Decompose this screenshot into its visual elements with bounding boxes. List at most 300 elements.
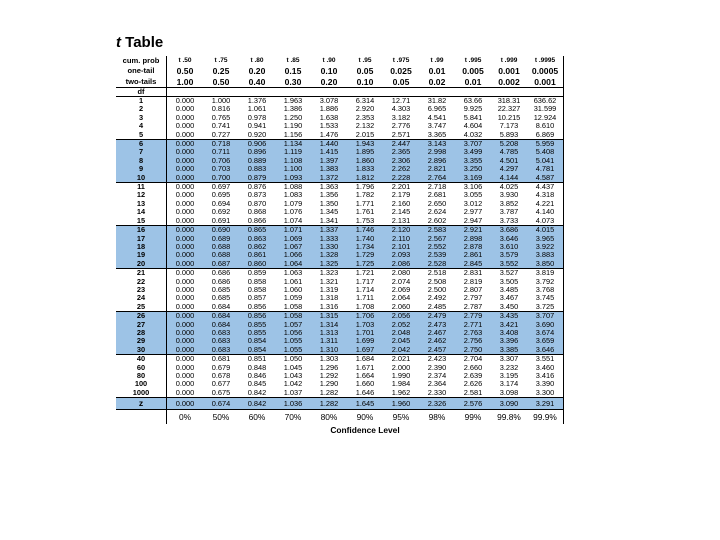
table-cell: 2.518 [427, 268, 447, 278]
table-cell: 1.060 [283, 284, 303, 294]
table-cell: 1.345 [319, 207, 339, 217]
table-cell: 4.032 [455, 131, 491, 140]
table-cell: 4.318 [527, 191, 564, 199]
table-cell: 0.855 [239, 321, 275, 329]
table-cell: 10.215 [497, 112, 521, 122]
table-cell: 12.924 [527, 114, 564, 122]
confidence-label-row [116, 424, 564, 436]
table-cell: 0.854 [239, 337, 275, 345]
cum-prob-header: t .50 [167, 56, 204, 66]
table-cell: 2.764 [419, 174, 455, 183]
confidence-value: 99.8% [491, 410, 527, 425]
table-cell: 0.842 [239, 389, 275, 398]
table-cell: 1.066 [275, 251, 311, 259]
table-cell: 3.421 [491, 321, 527, 329]
table-cell: 0.686 [211, 268, 231, 278]
one-tail-label: one-tail [127, 66, 155, 75]
table-cell: 3.182 [391, 112, 411, 122]
table-cell: 1.415 [311, 148, 347, 156]
empty-cell [116, 424, 167, 436]
df-value: 13 [136, 198, 146, 208]
table-cell: 2.132 [355, 121, 375, 131]
one-tail-header: 0.05 [356, 66, 374, 76]
table-cell: 3.646 [491, 235, 527, 243]
table-cell: 1.646 [347, 389, 383, 398]
table-cell: 5.893 [491, 131, 527, 140]
table-cell: 1.063 [283, 268, 303, 278]
table-cell: 1.761 [355, 207, 375, 217]
table-cell: 1.037 [275, 389, 311, 398]
table-cell: 1.363 [319, 182, 339, 192]
z-row [116, 398, 564, 410]
table-cell: 1.313 [311, 329, 347, 337]
table-cell: 0.000 [167, 183, 204, 192]
table-cell: 0.896 [239, 148, 275, 156]
df-value: 40 [136, 354, 146, 364]
table-cell: 0.000 [167, 174, 204, 183]
table-cell: 3.169 [455, 174, 491, 183]
df-value: 23 [136, 284, 146, 294]
table-cell: 1.055 [275, 337, 311, 345]
table-cell: 3.725 [527, 303, 564, 312]
table-cell: 3.579 [491, 251, 527, 259]
table-cell: 1.699 [347, 337, 383, 345]
table-cell: 1.638 [319, 112, 339, 122]
table-cell: 0.000 [167, 148, 204, 156]
table-cell: 1.318 [319, 293, 339, 303]
df-value: 24 [136, 293, 146, 303]
table-cell: 0.000 [167, 243, 204, 251]
table-cell: 2.423 [427, 354, 447, 364]
cum-prob-header: t .9995 [527, 56, 564, 66]
table-cell: 2.787 [455, 303, 491, 312]
table-cell: 1.311 [311, 337, 347, 345]
table-cell: 1.108 [275, 157, 311, 165]
table-cell: 6.869 [527, 131, 564, 140]
table-cell: 0.677 [211, 379, 231, 389]
table-cell: 4.073 [527, 217, 564, 226]
table-cell: 0.860 [239, 260, 275, 269]
cum-prob-header: t .995 [464, 57, 482, 64]
table-cell: 2.977 [463, 207, 483, 217]
table-cell: 1.963 [283, 96, 303, 105]
table-cell: 3.012 [463, 198, 483, 208]
two-tails-label: two-tails [116, 77, 167, 88]
table-cell: 0.684 [203, 321, 239, 329]
table-cell: 4.437 [527, 183, 564, 192]
table-cell: 2.779 [455, 312, 491, 321]
df-value: 27 [116, 321, 167, 329]
df-value: 26 [116, 312, 167, 321]
table-cell: 0.978 [247, 112, 267, 122]
table-cell: 2.080 [391, 268, 411, 278]
table-cell: 1.729 [347, 251, 383, 259]
table-cell: 3.467 [499, 293, 519, 303]
table-cell: 1.711 [356, 293, 374, 303]
df-value: 100 [134, 379, 148, 389]
table-cell: 1.190 [283, 121, 303, 131]
two-tails-header: 0.50 [203, 77, 239, 88]
df-value: 22 [136, 276, 146, 286]
z-value: 1.645 [347, 398, 383, 410]
table-cell: 0.866 [239, 217, 275, 226]
table-cell: 3.659 [527, 337, 564, 345]
z-value: 3.090 [491, 398, 527, 410]
df-value: 28 [116, 329, 167, 337]
table-cell: 0.685 [211, 293, 231, 303]
table-cell: 0.858 [247, 276, 267, 286]
table-cell: 0.000 [167, 389, 204, 398]
table-cell: 1.671 [355, 362, 375, 372]
one-tail-header: 0.25 [212, 66, 230, 76]
table-cell: 2.052 [383, 321, 419, 329]
cum-prob-row [116, 56, 564, 66]
table-cell: 2.539 [419, 251, 455, 259]
table-cell: 0.854 [239, 346, 275, 355]
table-cell: 2.660 [463, 362, 483, 372]
table-cell: 1.282 [311, 389, 347, 398]
table-cell: 1.321 [319, 276, 339, 286]
table-cell: 1.310 [311, 346, 347, 355]
table-cell: 2.056 [383, 312, 419, 321]
confidence-value: 99% [455, 410, 491, 425]
table-cell: 0.000 [167, 251, 204, 259]
table-cell: 1.292 [319, 371, 339, 380]
empty-cell [116, 410, 167, 425]
one-tail-header: 0.15 [284, 66, 302, 76]
table-cell: 4.025 [499, 182, 519, 192]
cum-prob-header: t .99 [430, 57, 444, 64]
table-cell: 0.000 [167, 260, 204, 269]
table-cell: 2.120 [383, 226, 419, 235]
table-cell: 2.771 [455, 321, 491, 329]
table-cell: 2.000 [391, 362, 411, 372]
confidence-value: 99.9% [527, 410, 564, 425]
table-cell: 1.050 [283, 354, 303, 364]
table-cell: 0.920 [239, 131, 275, 140]
table-cell: 3.055 [463, 190, 483, 200]
table-cell: 2.093 [383, 251, 419, 259]
table-cell: 2.467 [419, 329, 455, 337]
table-cell: 9.925 [463, 104, 483, 114]
table-cell: 0.688 [203, 243, 239, 251]
two-tails-header: 0.30 [275, 77, 311, 88]
table-cell: 1.684 [355, 354, 375, 364]
table-cell: 0.765 [211, 112, 231, 122]
table-cell: 0.678 [211, 371, 231, 380]
table-cell: 1.664 [355, 371, 375, 380]
table-cell: 3.883 [527, 251, 564, 259]
df-value: 21 [136, 268, 146, 278]
table-cell: 3.485 [499, 284, 519, 294]
page-title: t Table [116, 34, 164, 51]
df-value: 8 [116, 157, 167, 165]
table-cell: 4.785 [491, 148, 527, 156]
table-cell: 1.061 [283, 276, 303, 286]
table-cell: 3.610 [491, 243, 527, 251]
table-cell: 4.303 [391, 104, 411, 114]
table-cell: 1.962 [383, 389, 419, 398]
df-value: 14 [136, 207, 146, 217]
table-cell: 3.143 [419, 140, 455, 149]
table-cell: 0.688 [203, 251, 239, 259]
table-cell: 2.048 [383, 329, 419, 337]
two-tails-header: 0.40 [239, 77, 275, 88]
table-cell: 3.965 [527, 235, 564, 243]
table-cell: 31.599 [527, 105, 564, 113]
table-cell: 0.000 [167, 235, 204, 243]
table-cell: 0.741 [211, 121, 231, 131]
cum-prob-header: t .80 [250, 57, 264, 64]
table-cell: 3.232 [499, 362, 519, 372]
table-cell: 3.390 [527, 380, 564, 388]
two-tails-header: 0.10 [347, 77, 383, 88]
table-cell: 3.098 [491, 389, 527, 398]
table-row [116, 389, 564, 398]
table-cell: 1.058 [275, 303, 311, 312]
one-tail-header: 0.0005 [527, 66, 564, 77]
table-cell: 0.873 [247, 190, 267, 200]
table-cell: 3.747 [427, 121, 447, 131]
table-cell: 1.059 [283, 293, 303, 303]
table-cell: 2.650 [427, 198, 447, 208]
table-cell: 1.703 [347, 321, 383, 329]
one-tail-header: 0.001 [498, 66, 520, 76]
table-cell: 2.086 [383, 260, 419, 269]
table-cell: 0.683 [203, 329, 239, 337]
table-cell: 1.328 [311, 251, 347, 259]
table-cell: 2.353 [355, 112, 375, 122]
table-cell: 8.610 [527, 122, 564, 130]
table-cell: 0.000 [167, 346, 204, 355]
table-cell: 2.074 [391, 276, 411, 286]
table-cell: 3.307 [499, 354, 519, 364]
table-cell: 2.845 [455, 260, 491, 269]
two-tails-header: 0.01 [455, 77, 491, 88]
table-cell: 1.330 [311, 243, 347, 251]
table-cell: 2.581 [455, 389, 491, 398]
table-cell: 3.460 [527, 364, 564, 372]
two-tails-header: 0.002 [491, 77, 527, 88]
table-cell: 1.296 [319, 362, 339, 372]
confidence-value: 80% [311, 410, 347, 425]
table-cell: 2.500 [427, 284, 447, 294]
table-cell: 0.856 [239, 303, 275, 312]
table-cell: 0.691 [203, 217, 239, 226]
table-cell: 3.435 [491, 312, 527, 321]
table-cell: 1.725 [347, 260, 383, 269]
table-cell: 5.408 [527, 148, 564, 156]
df-value: 1000 [116, 389, 167, 398]
table-cell: 1.093 [275, 174, 311, 183]
two-tails-row [116, 77, 564, 88]
z-value: 3.291 [527, 398, 564, 410]
table-cell: 2.492 [427, 293, 447, 303]
table-cell: 1.056 [275, 329, 311, 337]
table-cell: 5.959 [527, 140, 564, 149]
table-cell: 31.82 [427, 96, 447, 105]
table-cell: 2.457 [419, 346, 455, 355]
table-cell: 1.316 [311, 303, 347, 312]
table-cell: 0.679 [211, 362, 231, 372]
table-cell: 1.984 [391, 379, 411, 389]
table-cell: 0.906 [239, 140, 275, 149]
table-cell: 3.499 [455, 148, 491, 156]
table-cell: 0.684 [203, 312, 239, 321]
table-cell: 1.886 [319, 104, 339, 114]
table-cell: 1.067 [275, 243, 311, 251]
table-cell: 1.071 [275, 226, 311, 235]
table-cell: 2.015 [347, 131, 383, 140]
table-cell: 2.485 [419, 303, 455, 312]
table-cell: 0.883 [239, 165, 275, 173]
table-cell: 2.624 [427, 207, 447, 217]
z-value: 1.960 [383, 398, 419, 410]
df-value: 1 [138, 96, 144, 105]
table-cell: 0.697 [211, 182, 231, 192]
table-cell: 3.674 [527, 329, 564, 337]
confidence-value: 95% [383, 410, 419, 425]
df-value: 80 [136, 371, 146, 380]
table-cell: 2.330 [419, 389, 455, 398]
table-cell: 1.990 [391, 371, 411, 380]
z-value: 1.036 [275, 398, 311, 410]
t-distribution-table [116, 56, 564, 436]
table-cell: 1.076 [283, 207, 303, 217]
table-cell: 2.145 [391, 207, 411, 217]
table-cell: 1.064 [275, 260, 311, 269]
table-cell: 1.440 [311, 140, 347, 149]
table-cell: 3.551 [527, 355, 564, 364]
table-cell: 2.861 [455, 251, 491, 259]
df-value: 5 [116, 131, 167, 140]
table-cell: 3.505 [499, 276, 519, 286]
table-cell: 2.763 [455, 329, 491, 337]
table-cell: 1.697 [347, 346, 383, 355]
one-tail-header: 0.005 [462, 66, 484, 76]
table-cell: 1.058 [275, 312, 311, 321]
table-cell: 0.694 [211, 198, 231, 208]
table-cell: 3.646 [527, 346, 564, 355]
table-cell: 0.879 [239, 174, 275, 183]
confidence-value: 98% [419, 410, 455, 425]
table-cell: 4.015 [527, 226, 564, 235]
table-cell: 1.796 [355, 182, 375, 192]
table-cell: 0.000 [167, 114, 204, 122]
table-cell: 2.921 [455, 226, 491, 235]
table-cell: 0.703 [203, 165, 239, 173]
table-cell: 0.845 [247, 379, 267, 389]
table-cell: 0.000 [167, 217, 204, 226]
df-value: 3 [138, 112, 144, 122]
table-cell: 0.727 [203, 131, 239, 140]
table-cell: 2.704 [463, 354, 483, 364]
table-cell: 0.692 [211, 207, 231, 217]
table-cell: 3.552 [491, 260, 527, 269]
table-cell: 0.000 [167, 355, 204, 364]
table-cell: 0.689 [203, 235, 239, 243]
confidence-value: 70% [275, 410, 311, 425]
table-cell: 2.896 [419, 157, 455, 165]
table-cell: 1.734 [347, 243, 383, 251]
table-cell: 1.000 [211, 96, 231, 105]
table-cell: 1.315 [311, 312, 347, 321]
table-cell: 2.479 [419, 312, 455, 321]
df-value: 29 [116, 337, 167, 345]
table-cell: 3.733 [491, 217, 527, 226]
table-cell: 1.706 [347, 312, 383, 321]
table-cell: 3.792 [527, 278, 564, 286]
df-value: 18 [116, 243, 167, 251]
table-cell: 0.000 [167, 337, 204, 345]
table-cell: 0.856 [239, 312, 275, 321]
table-cell: 2.508 [427, 276, 447, 286]
table-cell: 2.364 [427, 379, 447, 389]
table-cell: 1.533 [319, 121, 339, 131]
table-cell: 0.000 [167, 312, 204, 321]
one-tail-header: 0.025 [390, 66, 412, 76]
table-cell: 1.717 [355, 276, 375, 286]
table-cell: 3.365 [419, 131, 455, 140]
table-cell: 0.000 [167, 122, 204, 130]
table-cell: 2.390 [427, 362, 447, 372]
table-cell: 1.057 [275, 321, 311, 329]
table-cell: 0.711 [203, 148, 239, 156]
table-cell: 0.000 [167, 364, 204, 372]
table-cell: 0.000 [167, 165, 204, 173]
table-cell: 2.567 [419, 235, 455, 243]
df-value: 4 [138, 121, 144, 131]
z-value: 0.842 [239, 398, 275, 410]
table-cell: 1.083 [283, 190, 303, 200]
table-cell: 1.356 [319, 190, 339, 200]
table-cell: 5.041 [527, 157, 564, 165]
table-cell: 0.000 [167, 226, 204, 235]
table-cell: 2.228 [383, 174, 419, 183]
table-cell: 2.831 [463, 268, 483, 278]
table-cell: 3.416 [527, 372, 564, 380]
df-value: 20 [116, 260, 167, 269]
table-cell: 0.695 [211, 190, 231, 200]
table-cell: 1.895 [347, 148, 383, 156]
table-cell: 0.846 [247, 371, 267, 380]
one-tail-header: 0.01 [428, 66, 446, 76]
table-cell: 1.782 [355, 190, 375, 200]
table-cell: 0.000 [167, 303, 204, 312]
z-value: 0.000 [167, 398, 204, 410]
table-cell: 1.476 [311, 131, 347, 140]
table-cell: 1.337 [311, 226, 347, 235]
table-cell: 1.350 [319, 198, 339, 208]
table-cell: 3.250 [455, 165, 491, 173]
two-tails-header: 0.02 [419, 77, 455, 88]
two-tails-header: 1.00 [167, 77, 204, 88]
table-cell: 4.604 [463, 121, 483, 131]
table-cell: 1.812 [347, 174, 383, 183]
table-cell: 0.681 [211, 354, 231, 364]
table-cell: 3.385 [491, 346, 527, 355]
table-cell: 22.327 [497, 104, 521, 114]
table-cell: 0.687 [203, 260, 239, 269]
table-cell: 1.753 [347, 217, 383, 226]
table-cell: 0.855 [239, 329, 275, 337]
confidence-row [116, 410, 564, 425]
table-cell: 1.100 [275, 165, 311, 173]
table-cell: 0.861 [239, 251, 275, 259]
table-cell: 0.690 [203, 226, 239, 235]
df-label: df [116, 88, 167, 97]
confidence-value: 60% [239, 410, 275, 425]
